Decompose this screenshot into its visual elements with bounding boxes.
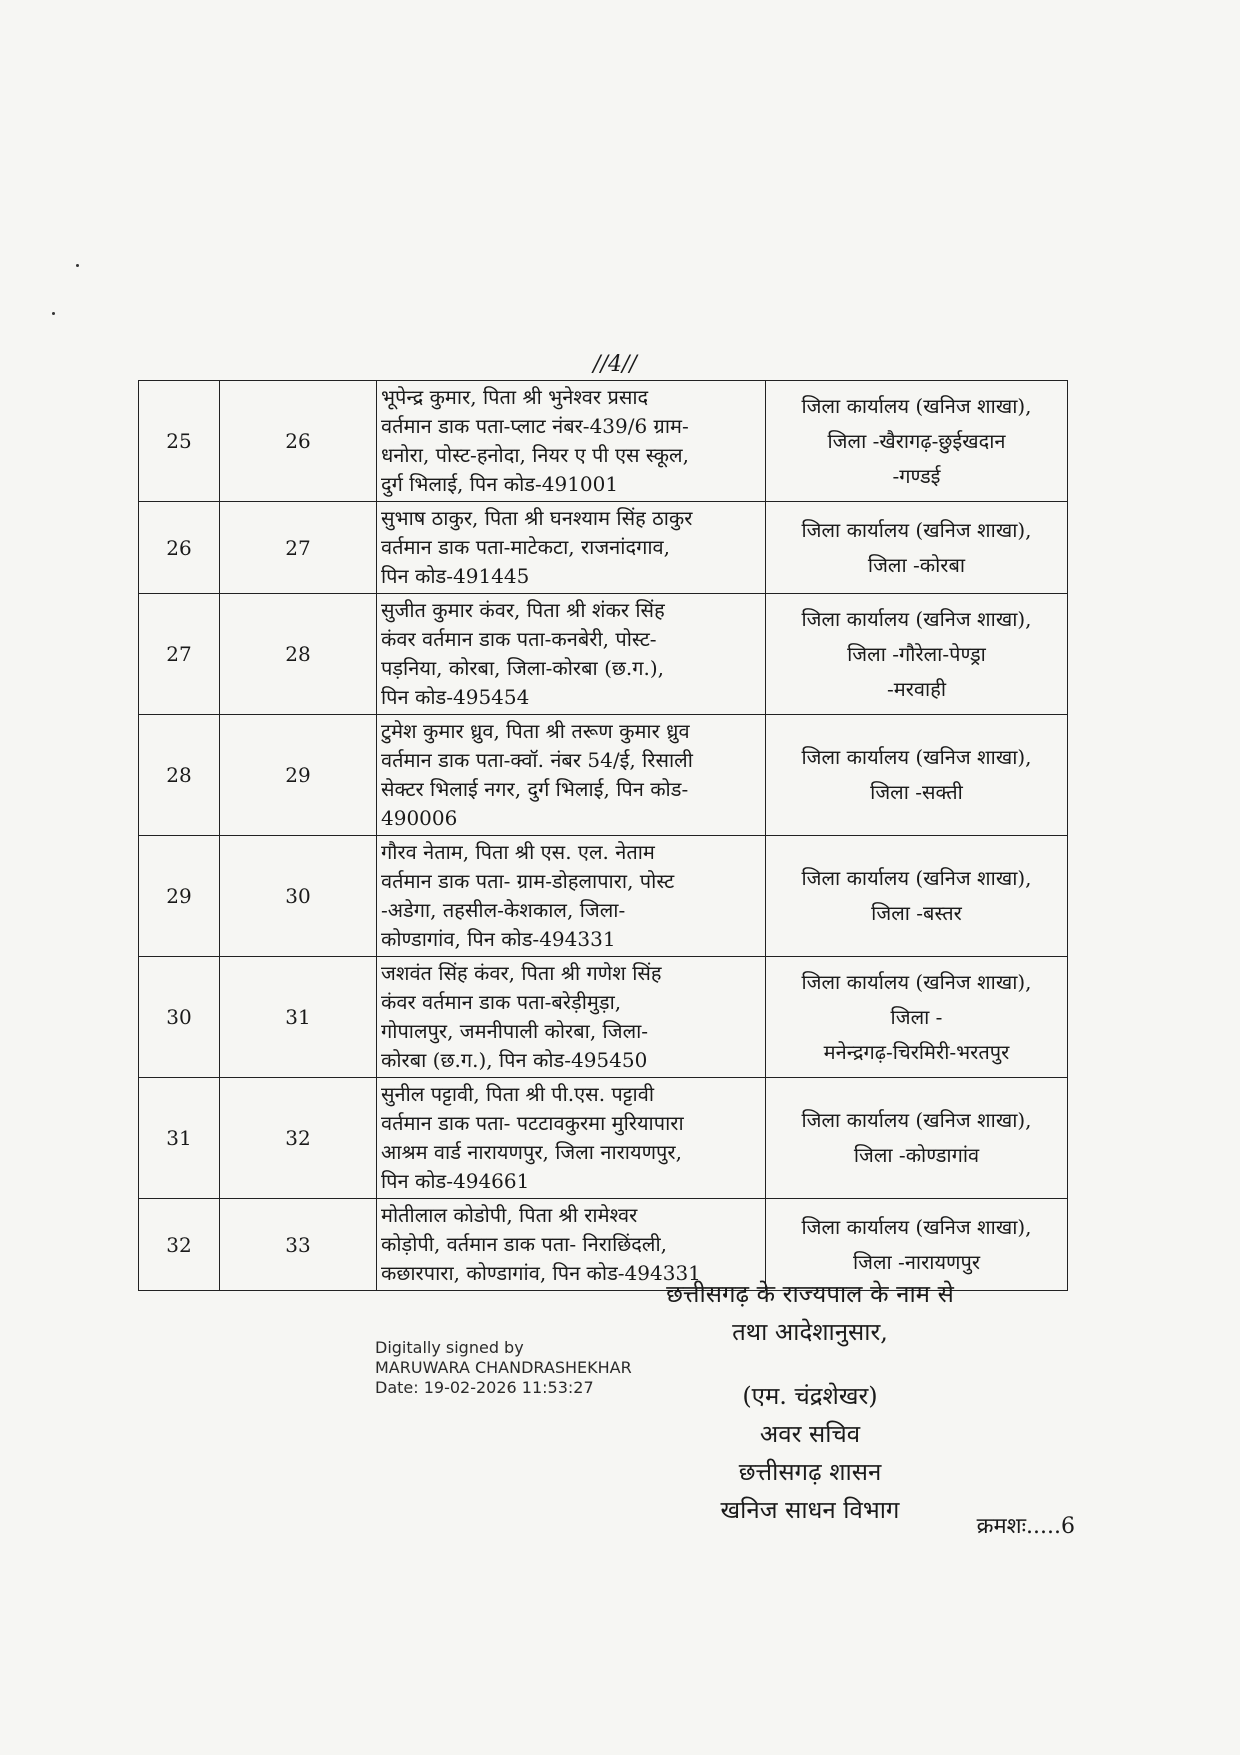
- posting-office-line: -मरवाही: [887, 676, 946, 701]
- allocation-table-body: [139, 381, 1068, 1291]
- order-authority-line: छत्तीसगढ़ के राज्यपाल के नाम से: [666, 1280, 954, 1308]
- candidate-details-cell: [377, 957, 766, 1078]
- merit-number-cell: 28: [220, 594, 377, 715]
- order-authority-line-2: तथा आदेशानुसार,: [732, 1318, 888, 1346]
- posting-office-line: जिला कार्यालय (खनिज शाखा),: [801, 393, 1032, 418]
- posting-office-line: जिला -सक्ती: [870, 780, 963, 804]
- page-number: //4//: [593, 352, 637, 377]
- candidate-details-cell: [377, 502, 766, 594]
- candidate-details-line: वर्तमान डाक पता- पटटावकुरमा मुरियापारा: [381, 1111, 684, 1135]
- merit-number-cell: 32: [220, 1078, 377, 1199]
- candidate-details-line: पिन कोड-495454: [381, 685, 530, 709]
- candidate-details-cell: [377, 836, 766, 957]
- posting-office-line: जिला कार्यालय (खनिज शाखा),: [801, 517, 1032, 542]
- table-row: [139, 502, 1068, 594]
- signatory-designation: अवर सचिव: [759, 1420, 861, 1448]
- posting-office-cell: [766, 594, 1068, 715]
- serial-number-cell: 26: [139, 502, 220, 594]
- candidate-details-cell: [377, 594, 766, 715]
- signature-block: [600, 1275, 1020, 1529]
- posting-office-line: जिला कार्यालय (खनिज शाखा),: [801, 606, 1032, 631]
- candidate-details-line: वर्तमान डाक पता-क्वॉ. नंबर 54/ई, रिसाली: [381, 748, 693, 772]
- table-row: [139, 957, 1068, 1078]
- posting-office-line: जिला कार्यालय (खनिज शाखा),: [801, 866, 1032, 890]
- candidate-details-line: सुजीत कुमार कंवर, पिता श्री शंकर सिंह: [381, 598, 665, 622]
- posting-office-line: -गण्डई: [892, 463, 941, 488]
- posting-office-cell: [766, 1078, 1068, 1199]
- serial-number-cell: 27: [139, 594, 220, 715]
- candidate-details-line: जशवंत सिंह कंवर, पिता श्री गणेश सिंह: [381, 961, 662, 985]
- digital-signature-line: Digitally signed by: [375, 1338, 524, 1357]
- candidate-details-line: वर्तमान डाक पता-माटेकटा, राजनांदगाव,: [381, 535, 670, 559]
- posting-office-line: जिला कार्यालय (खनिज शाखा),: [801, 969, 1032, 994]
- serial-number-cell: 31: [139, 1078, 220, 1199]
- candidate-details-line: कोरबा (छ.ग.), पिन कोड-495450: [381, 1048, 648, 1072]
- candidate-details-line: -अडेगा, तहसील-केशकाल, जिला-: [381, 898, 626, 922]
- digital-signature-date: Date: 19-02-2026 11:53:27: [375, 1378, 594, 1397]
- posting-office-line: जिला -बस्तर: [871, 901, 962, 925]
- serial-number-cell: 25: [139, 381, 220, 502]
- posting-office-cell: [766, 957, 1068, 1078]
- department-name: खनिज साधन विभाग: [720, 1496, 900, 1524]
- candidate-details-line: 490006: [381, 806, 458, 830]
- posting-office-cell: [766, 715, 1068, 836]
- candidate-details-line: धनोरा, पोस्ट-हनोदा, नियर ए पी एस स्कूल,: [381, 443, 689, 467]
- posting-office-line: जिला -नारायणपुर: [852, 1249, 981, 1274]
- merit-number-cell: 30: [220, 836, 377, 957]
- candidate-details-line: आश्रम वार्ड नारायणपुर, जिला नारायणपुर,: [381, 1140, 682, 1164]
- candidate-details-line: कछारपारा, कोण्डागांव, पिन कोड-494331: [381, 1261, 701, 1285]
- table-row: [139, 1078, 1068, 1199]
- posting-office-line: जिला कार्यालय (खनिज शाखा),: [801, 1214, 1032, 1239]
- posting-office-line: जिला कार्यालय (खनिज शाखा),: [801, 745, 1032, 769]
- candidate-details-cell: [377, 715, 766, 836]
- posting-office-line: जिला -खैरागढ़-छुईखदान: [827, 428, 1006, 453]
- table-row: [139, 381, 1068, 502]
- table-row: [139, 715, 1068, 836]
- posting-office-cell: [766, 502, 1068, 594]
- serial-number-cell: 29: [139, 836, 220, 957]
- candidate-details-line: दुर्ग भिलाई, पिन कोड-491001: [381, 472, 619, 496]
- candidate-details-cell: [377, 1078, 766, 1199]
- table-row: [139, 836, 1068, 957]
- posting-office-line: मनेन्द्रगढ़-चिरमिरी-भरतपुर: [823, 1039, 1010, 1064]
- candidate-details-line: भूपेन्द्र कुमार, पिता श्री भुनेश्वर प्रसाद: [381, 385, 649, 409]
- candidate-details-line: पिन कोड-494661: [381, 1169, 530, 1193]
- candidate-details-line: कोण्डागांव, पिन कोड-494331: [381, 927, 616, 951]
- merit-number-cell: 31: [220, 957, 377, 1078]
- posting-office-cell: [766, 836, 1068, 957]
- candidate-details-line: गौरव नेताम, पिता श्री एस. एल. नेताम: [381, 840, 655, 864]
- serial-number-cell: 32: [139, 1199, 220, 1291]
- posting-office-line: जिला -कोरबा: [867, 552, 966, 577]
- candidate-details-line: टुमेश कुमार ध्रुव, पिता श्री तरूण कुमार ध्रुव: [381, 719, 690, 743]
- serial-number-cell: 30: [139, 957, 220, 1078]
- merit-number-cell: 27: [220, 502, 377, 594]
- posting-office-line: जिला -गौरेला-पेण्ड्रा: [847, 641, 986, 666]
- candidate-details-line: वर्तमान डाक पता-प्लाट नंबर-439/6 ग्राम-: [381, 414, 689, 438]
- candidate-details-line: सुनील पट्टावी, पिता श्री पी.एस. पट्टावी: [381, 1082, 655, 1106]
- posting-office-cell: [766, 381, 1068, 502]
- candidate-details-line: गोपालपुर, जमनीपाली कोरबा, जिला-: [381, 1019, 649, 1043]
- posting-office-line: जिला -कोण्डागांव: [853, 1143, 980, 1167]
- table-row: [139, 594, 1068, 715]
- candidate-details-line: कंवर वर्तमान डाक पता-बरेड़ीमुड़ा,: [381, 990, 622, 1014]
- candidate-details-line: सेक्टर भिलाई नगर, दुर्ग भिलाई, पिन कोड-: [381, 777, 689, 801]
- candidate-details-line: मोतीलाल कोडोपी, पिता श्री रामेश्वर: [381, 1203, 638, 1227]
- merit-number-cell: 33: [220, 1199, 377, 1291]
- scan-speck: [52, 312, 55, 315]
- posting-office-line: जिला -: [890, 1004, 943, 1029]
- candidate-details-line: कोड़ोपी, वर्तमान डाक पता- निराछिंदली,: [381, 1232, 668, 1256]
- continuation-note: क्रमशः.....6: [976, 1514, 1075, 1539]
- candidate-details-line: सुभाष ठाकुर, पिता श्री घनश्याम सिंह ठाकुर: [381, 506, 693, 530]
- posting-office-line: जिला कार्यालय (खनिज शाखा),: [801, 1108, 1032, 1132]
- candidate-details-cell: [377, 381, 766, 502]
- candidate-details-line: पड़निया, कोरबा, जिला-कोरबा (छ.ग.),: [381, 656, 665, 680]
- candidate-details-line: पिन कोड-491445: [381, 564, 530, 588]
- scan-speck: [76, 264, 79, 267]
- candidate-details-line: वर्तमान डाक पता- ग्राम-डोहलापारा, पोस्ट: [381, 869, 675, 893]
- candidate-details-line: कंवर वर्तमान डाक पता-कनबेरी, पोस्ट-: [381, 627, 657, 651]
- allocation-table: [138, 380, 1068, 1291]
- government-name: छत्तीसगढ़ शासन: [738, 1458, 882, 1486]
- merit-number-cell: 29: [220, 715, 377, 836]
- merit-number-cell: 26: [220, 381, 377, 502]
- digital-signature-signer: MARUWARA CHANDRASHEKHAR: [375, 1358, 632, 1377]
- signatory-name: (एम. चंद्रशेखर): [742, 1382, 878, 1410]
- serial-number-cell: 28: [139, 715, 220, 836]
